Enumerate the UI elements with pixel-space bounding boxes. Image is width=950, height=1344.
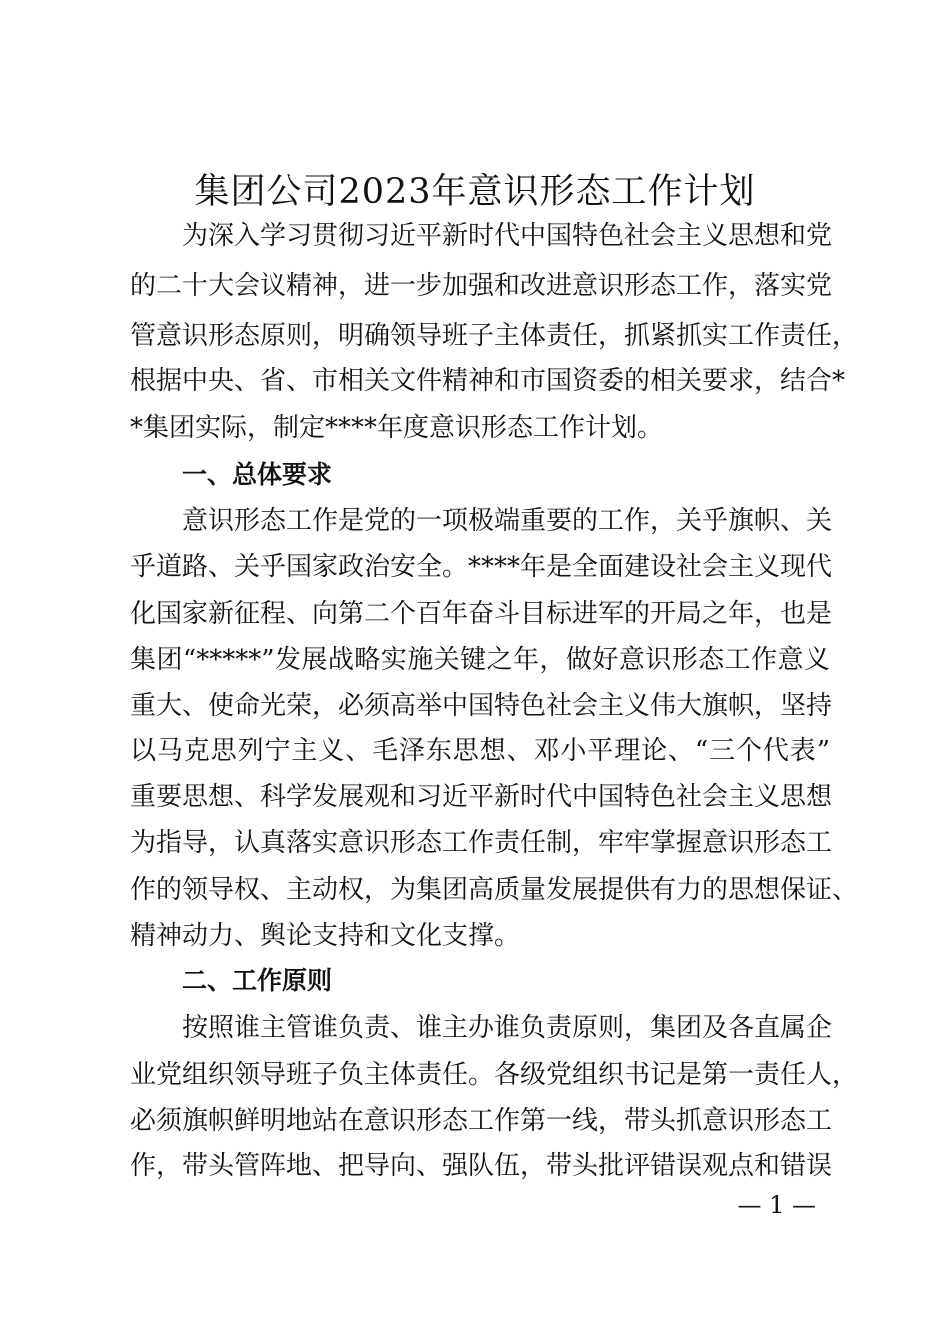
section-heading-overall-requirements: 一、总体要求 — [182, 460, 333, 489]
section1-line: 意识形态工作是党的一项极端重要的工作，关乎旗帜、关 — [182, 506, 833, 536]
section1-line: 以马克思列宁主义、毛泽东思想、邓小平理论、“三个代表” — [130, 736, 830, 766]
section1-line: 为指导，认真落实意识形态工作责任制，牢牢掌握意识形态工 — [130, 828, 833, 858]
intro-line: 管意识形态原则，明确领导班子主体责任，抓紧抓实工作责任， — [130, 321, 859, 351]
section1-line: 化国家新征程、向第二个百年奋斗目标进军的开局之年，也是 — [130, 599, 833, 629]
section2-line: 按照谁主管谁负责、谁主办谁负责原则，集团及各直属企 — [182, 1013, 833, 1043]
section1-line: 集团“*****”发展战略实施关键之年，做好意识形态工作意义 — [130, 645, 830, 675]
section1-line: 乎道路、关乎国家政治安全。****年是全面建设社会主义现代 — [130, 552, 833, 582]
document-title: 集团公司2023年意识形态工作计划 — [194, 172, 756, 212]
intro-line: *集团实际，制定****年度意识形态工作计划。 — [130, 413, 664, 443]
intro-line: 的二十大会议精神，进一步加强和改进意识形态工作，落实党 — [130, 271, 833, 301]
intro-line: 为深入学习贯彻习近平新时代中国特色社会主义思想和党 — [182, 221, 833, 251]
section2-line: 业党组织领导班子负主体责任。各级党组织书记是第一责任人， — [130, 1060, 859, 1090]
section1-line: 作的领导权、主动权，为集团高质量发展提供有力的思想保证、 — [130, 875, 859, 905]
section1-line: 重大、使命光荣，必须高举中国特色社会主义伟大旗帜，坚持 — [130, 691, 833, 721]
section1-line: 重要思想、科学发展观和习近平新时代中国特色社会主义思想 — [130, 782, 833, 812]
section1-line: 精神动力、舆论支持和文化支撑。 — [130, 921, 521, 951]
page-number: — 1 — — [737, 1191, 816, 1219]
section-heading-work-principles: 二、工作原则 — [182, 966, 333, 995]
section2-line: 必须旗帜鲜明地站在意识形态工作第一线，带头抓意识形态工 — [130, 1106, 833, 1136]
intro-line: 根据中央、省、市相关文件精神和市国资委的相关要求，结合* — [130, 366, 846, 396]
section2-line: 作，带头管阵地、把导向、强队伍，带头批评错误观点和错误 — [130, 1151, 833, 1181]
